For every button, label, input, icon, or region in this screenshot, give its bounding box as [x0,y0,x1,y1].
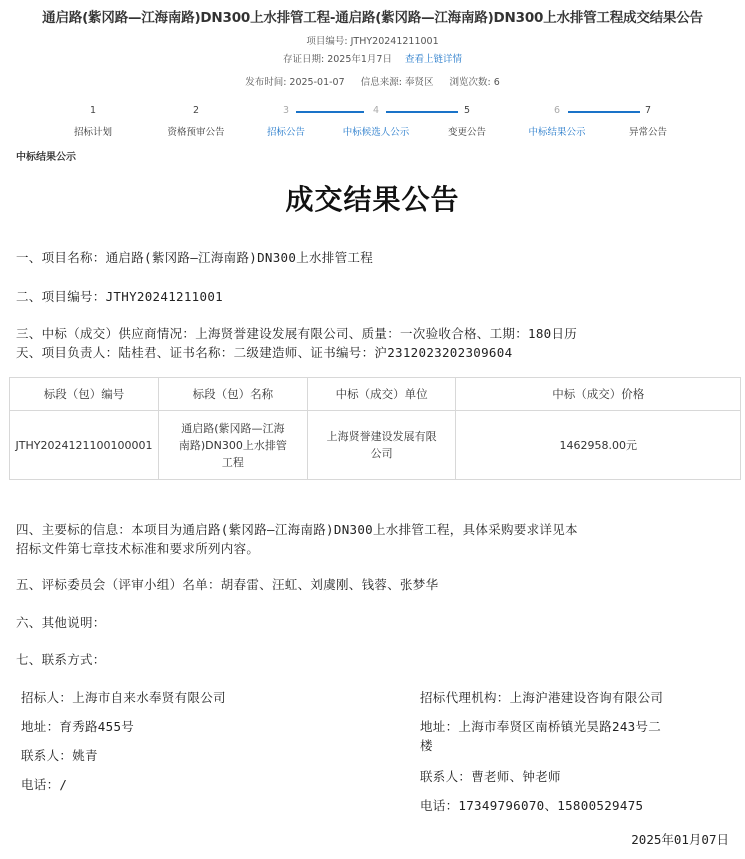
main-subject-line: 四、主要标的信息：本项目为通启路(紫冈路—江海南路)DN300上水排管工程，具体采购要求详见本 [16,522,578,537]
main-subject-line: 招标文件第七章技术标准和要求所列内容。 [16,541,260,556]
item-contact-heading: 七、联系方式： [16,652,106,667]
table-header: 中标（成交）单位 [307,378,456,411]
views-label: 浏览次数: [449,77,491,88]
tenderer-phone: 电话：/ [21,777,68,792]
agency-address-line: 楼 [420,738,433,753]
step-label: 招标公告 [266,127,305,138]
lot-name-line: 通启路(紫冈路—江海 [181,421,285,435]
step-number: 5 [463,105,471,116]
agency-contact [420,688,741,825]
price-cell: 1462958.00元 [456,411,741,480]
document-date: 2025年01月07日 [631,832,729,847]
document-title: 成交结果公告 [285,183,460,216]
supplier-info-line: 三、中标（成交）供应商情况：上海贤誉建设发展有限公司、质量：一次验收合格、工期：180日历 [16,326,578,341]
winner-unit-line: 上海贤誉建设发展有限 [326,430,437,443]
step-label: 资格预审公告 [167,127,225,138]
views-value: 6 [493,77,500,88]
item-committee: 五、评标委员会（评审小组）名单：胡春雷、汪虹、刘虞刚、钱蓉、张梦华 [16,577,439,592]
source-value: 奉贤区 [404,77,434,88]
lot-name-cell [158,411,307,480]
lot-name-line: 南路)DN300上水排管 [178,438,287,452]
view-chain-details-link[interactable]: 查看上链详情 [405,54,463,65]
agency-person: 联系人：曹老师、钟老师 [420,769,561,784]
deposit-date-line [0,51,745,65]
step-number: 1 [89,105,97,116]
table-header: 标段（包）名称 [158,378,307,411]
tenderer-contact [21,688,381,804]
step-number: 3 [282,105,290,116]
step-label: 异常公告 [628,127,667,138]
table-header: 标段（包）编号 [10,378,159,411]
source-label: 信息来源: [360,77,402,88]
tenderer-name: 招标人：上海市自来水奉贤有限公司 [21,690,226,705]
item-supplier-info [16,324,741,362]
process-steps [48,104,698,140]
step-tender-notice[interactable] [241,104,331,138]
deposit-date-label: 存证日期: [282,54,325,65]
winner-unit-cell [307,411,456,480]
step-candidate-notice[interactable] [331,104,421,138]
lot-code-cell: JTHY2024121100100001 [10,411,159,480]
table-row [10,411,741,480]
agency-phone: 电话：17349796070、15800529475 [420,798,644,813]
project-code-label: 项目编号: [306,36,348,47]
item-other-notes: 六、其他说明： [16,615,106,630]
step-number: 4 [372,105,380,116]
page-title: 通启路(紫冈路—江海南路)DN300上水排管工程-通启路(紫冈路—江海南路)DN300上水排管工程成交结果公告 [42,10,703,26]
step-label: 招标计划 [73,127,112,138]
publish-time-value: 2025-01-07 [289,77,345,88]
item-project-code: 二、项目编号：JTHY20241211001 [16,289,223,304]
step-abnormal-notice[interactable] [603,104,693,138]
step-number: 6 [553,105,561,116]
publish-time-label: 发布时间: [245,77,287,88]
step-prequalification[interactable] [151,104,241,138]
project-code-value: JTHY20241211001 [350,36,439,47]
project-code-line [0,33,745,47]
step-number: 2 [192,105,200,116]
item-main-subject [16,520,741,558]
step-change-notice[interactable] [422,104,512,138]
winner-unit-line: 公司 [370,447,393,460]
table-header-row [10,378,741,411]
step-label: 中标结果公示 [528,127,586,138]
step-label: 中标候选人公示 [342,127,410,138]
lot-name-line: 工程 [221,455,244,469]
item-project-name: 一、项目名称：通启路(紫冈路—江海南路)DN300上水排管工程 [16,250,374,265]
step-result-notice[interactable] [512,104,602,138]
table-header: 中标（成交）价格 [456,378,741,411]
agency-address-line: 地址：上海市奉贤区南桥镇光昊路243号二 [420,719,662,734]
step-tender-plan[interactable] [48,104,138,138]
result-table [9,377,741,480]
step-label: 变更公告 [447,127,486,138]
publish-info-line [0,74,745,88]
tenderer-person: 联系人：姚青 [21,748,98,763]
agency-name: 招标代理机构：上海沪港建设咨询有限公司 [420,690,664,705]
supplier-info-line: 天、项目负责人：陆桂君、证书名称：二级建造师、证书编号：沪2312023202309604 [16,345,513,360]
section-label: 中标结果公示 [16,152,76,163]
tenderer-address: 地址：育秀路455号 [21,719,135,734]
deposit-date-value: 2025年1月7日 [327,54,392,65]
step-number: 7 [644,105,652,116]
